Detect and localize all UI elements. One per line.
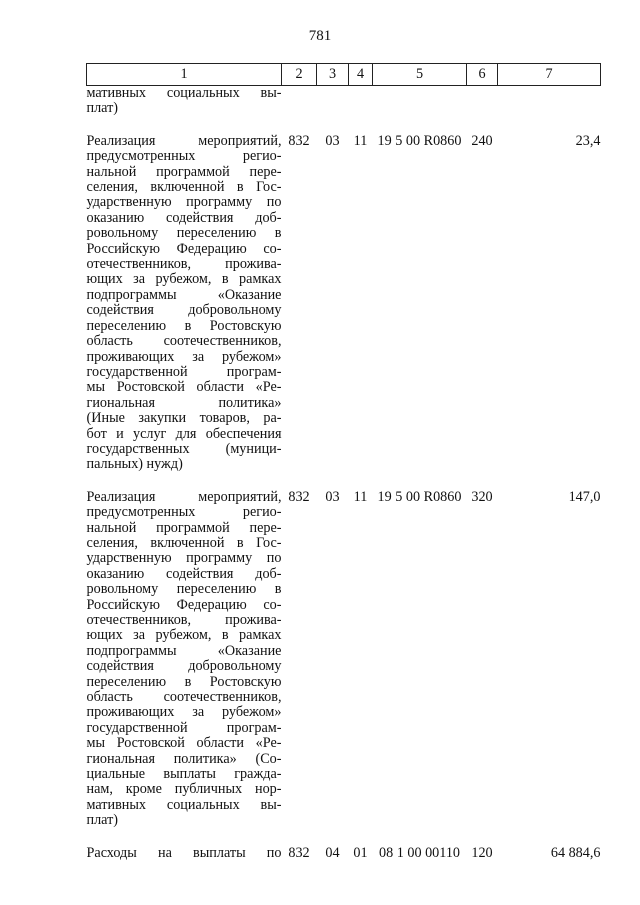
cell-expense-type: 320 bbox=[471, 488, 493, 505]
text-line: плат) bbox=[86, 812, 119, 829]
text-line: ударственную программу по bbox=[86, 550, 282, 567]
text-line: Российскую Федерацию со- bbox=[86, 596, 282, 613]
cell-ministry-code: 832 bbox=[288, 488, 310, 505]
text-line: нам, кроме публичных нор- bbox=[86, 781, 282, 798]
text-line: отечественников, прожива- bbox=[86, 256, 282, 273]
text-line: циальные выплаты гражда- bbox=[86, 766, 282, 783]
table-row bbox=[87, 490, 601, 829]
cell-expense-type: 120 bbox=[471, 844, 493, 861]
text-line: мы Ростовской области «Ре- bbox=[86, 735, 282, 752]
continuation-text bbox=[87, 86, 282, 117]
row-description bbox=[87, 134, 282, 473]
column-header: 3 bbox=[317, 64, 349, 86]
table-row bbox=[87, 846, 601, 861]
table-header-row bbox=[87, 64, 601, 86]
column-header: 6 bbox=[467, 64, 498, 86]
column-header: 1 bbox=[87, 64, 282, 86]
text-line: Расходы на выплаты по bbox=[86, 844, 282, 861]
cell-subsection: 01 bbox=[353, 844, 368, 861]
budget-table bbox=[86, 63, 601, 861]
text-line: ровольному переселению в bbox=[86, 581, 282, 598]
text-line: подпрограммы «Оказание bbox=[86, 286, 282, 303]
column-header: 4 bbox=[349, 64, 373, 86]
text-line: нальной программой пере- bbox=[86, 519, 282, 536]
continuation-row bbox=[87, 86, 601, 117]
page-number: 781 bbox=[308, 28, 332, 44]
row-description bbox=[87, 846, 282, 861]
column-header: 2 bbox=[282, 64, 317, 86]
text-line: селения, включенной в Гос- bbox=[86, 179, 282, 196]
text-line: мативных социальных вы- bbox=[86, 85, 282, 101]
text-line: оказанию содействия доб- bbox=[86, 565, 282, 582]
text-line: Реализация мероприятий, bbox=[86, 132, 282, 149]
text-line: мы Ростовской области «Ре- bbox=[86, 379, 282, 396]
text-line: (Иные закупки товаров, ра- bbox=[86, 410, 282, 427]
row-description bbox=[87, 490, 282, 829]
text-line: нальной программой пере- bbox=[86, 163, 282, 180]
text-line: предусмотренных регио- bbox=[86, 148, 282, 165]
text-line: мативных социальных вы- bbox=[86, 796, 282, 813]
cell-expense-type: 240 bbox=[471, 132, 493, 149]
text-line: переселению в Ростовскую bbox=[86, 673, 282, 690]
table-row bbox=[87, 134, 601, 473]
cell-subsection: 11 bbox=[353, 488, 368, 505]
text-line: ударственную программу по bbox=[86, 194, 282, 211]
text-line: переселению в Ростовскую bbox=[86, 317, 282, 334]
text-line: Реализация мероприятий, bbox=[86, 488, 282, 505]
text-line: ющих за рубежом, в рамках bbox=[86, 271, 282, 288]
cell-section: 04 bbox=[325, 844, 340, 861]
cell-ministry-code: 832 bbox=[288, 132, 310, 149]
cell-target-article: 08 1 00 00110 bbox=[378, 844, 461, 861]
cell-amount: 23,4 bbox=[575, 132, 601, 149]
text-line: область соотечественников, bbox=[86, 689, 282, 706]
text-line: предусмотренных регио- bbox=[86, 504, 282, 521]
text-line: плат) bbox=[86, 100, 119, 117]
text-line: проживающих за рубежом» bbox=[86, 704, 282, 721]
column-header: 7 bbox=[498, 64, 601, 86]
text-line: ющих за рубежом, в рамках bbox=[86, 627, 282, 644]
text-line: оказанию содействия доб- bbox=[86, 209, 282, 226]
cell-target-article: 19 5 00 R0860 bbox=[377, 488, 462, 505]
text-line: гиональная политика» bbox=[86, 394, 282, 411]
text-line: содействия добровольному bbox=[86, 658, 282, 675]
text-line: область соотечественников, bbox=[86, 333, 282, 350]
text-line: проживающих за рубежом» bbox=[86, 348, 282, 365]
cell-section: 03 bbox=[325, 488, 340, 505]
cell-amount: 64 884,6 bbox=[550, 844, 601, 861]
text-line: бот и услуг для обеспечения bbox=[86, 425, 282, 442]
text-line: гиональная политика» (Со- bbox=[86, 750, 282, 767]
text-line: государственных (муници- bbox=[86, 440, 282, 457]
cell-section: 03 bbox=[325, 132, 340, 149]
text-line: отечественников, прожива- bbox=[86, 612, 282, 628]
cell-subsection: 11 bbox=[353, 132, 368, 149]
cell-ministry-code: 832 bbox=[288, 844, 310, 861]
column-header: 5 bbox=[373, 64, 467, 86]
text-line: подпрограммы «Оказание bbox=[86, 642, 282, 659]
cell-amount: 147,0 bbox=[568, 488, 601, 505]
text-line: ровольному переселению в bbox=[86, 225, 282, 242]
text-line: государственной програм- bbox=[86, 363, 282, 380]
text-line: пальных) нужд) bbox=[86, 456, 183, 473]
cell-target-article: 19 5 00 R0860 bbox=[377, 132, 462, 149]
text-line: селения, включенной в Гос- bbox=[86, 534, 282, 551]
text-line: государственной програм- bbox=[86, 719, 282, 736]
text-line: содействия добровольному bbox=[86, 302, 282, 319]
text-line: Российскую Федерацию со- bbox=[86, 240, 282, 257]
